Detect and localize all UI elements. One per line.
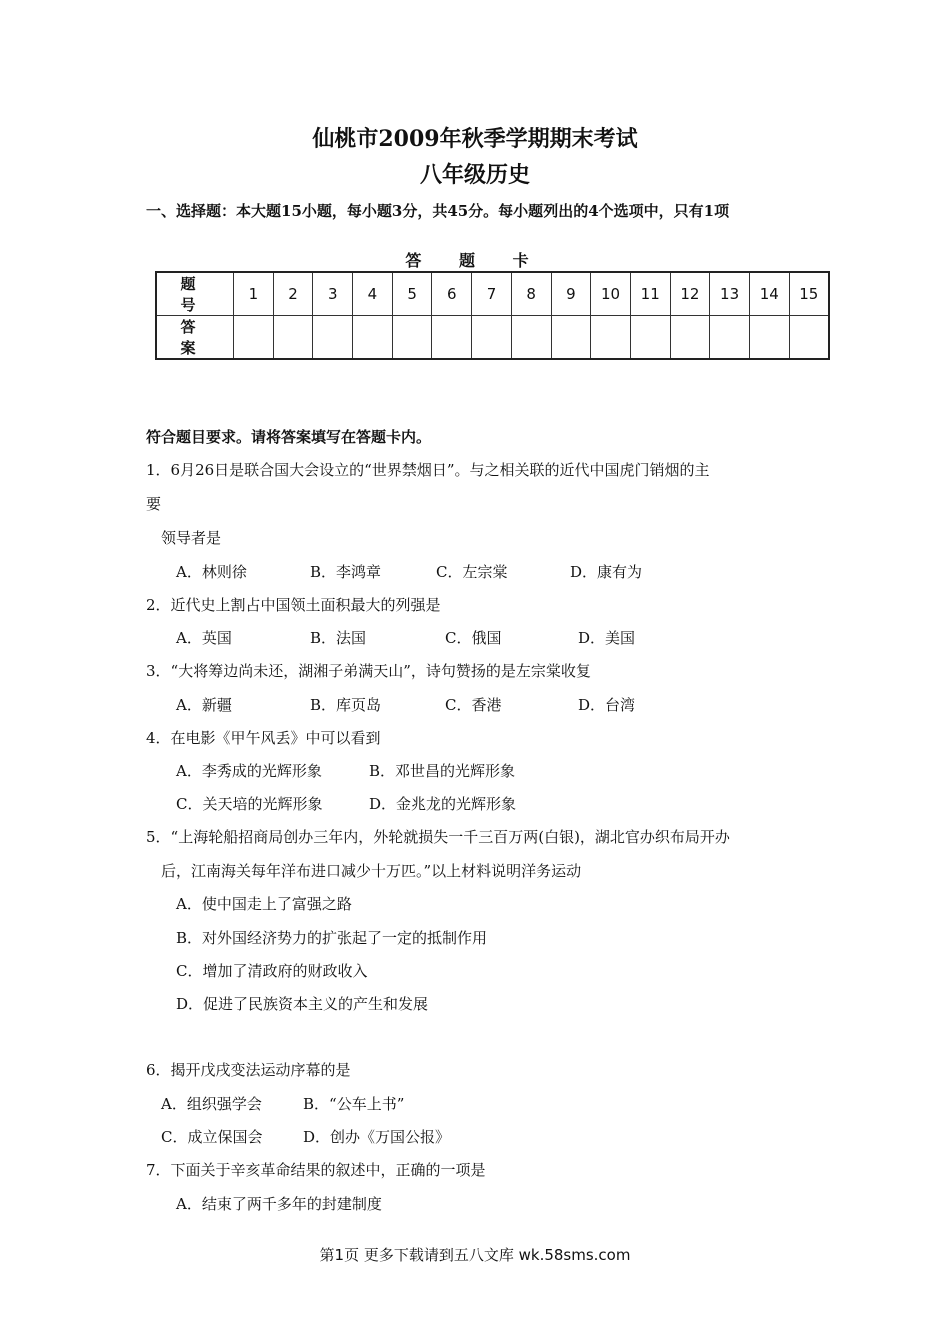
answer-cell[interactable] xyxy=(670,316,710,360)
page-footer: 第1页 更多下载请到五八文库 wk.58sms.com xyxy=(319,1246,631,1264)
question-4-option-d: D．金兆龙的光辉形象 xyxy=(369,795,517,813)
answer-card-answer-label: 答 案 xyxy=(156,316,234,360)
question-number: 1 xyxy=(234,272,274,316)
answer-cell[interactable] xyxy=(630,316,670,360)
question-number: 13 xyxy=(710,272,750,316)
page-subtitle: 八年级历史 xyxy=(419,162,530,188)
question-number: 11 xyxy=(630,272,670,316)
answer-cell[interactable] xyxy=(392,316,432,360)
answer-cell[interactable] xyxy=(710,316,750,360)
question-2-option-b: B．法国 xyxy=(310,629,367,647)
section-intro-continued: 符合题目要求。请将答案填写在答题卡内。 xyxy=(146,428,432,446)
question-number: 14 xyxy=(749,272,789,316)
question-number: 3 xyxy=(313,272,353,316)
answer-cell[interactable] xyxy=(551,316,591,360)
question-1-option-b: B．李鸿章 xyxy=(310,563,382,581)
question-number: 7 xyxy=(472,272,512,316)
section-intro: 一、选择题：本大题15小题，每小题3分，共45分。每小题列出的4个选项中，只有1项 xyxy=(146,202,730,220)
question-5-option-d: D．促进了民族资本主义的产生和发展 xyxy=(176,995,429,1013)
answer-card-title: 答 题 卡 xyxy=(405,251,545,270)
question-1-option-d: D．康有为 xyxy=(570,563,643,581)
question-1-stem-cont: 领导者是 xyxy=(161,529,222,547)
answer-cell[interactable] xyxy=(472,316,512,360)
answer-card-answer-row xyxy=(156,316,829,360)
question-number: 5 xyxy=(392,272,432,316)
question-3-option-d: D．台湾 xyxy=(578,696,636,714)
question-4-option-c: C．关天培的光辉形象 xyxy=(176,795,323,813)
answer-cell[interactable] xyxy=(591,316,631,360)
question-number: 9 xyxy=(551,272,591,316)
question-number: 2 xyxy=(273,272,313,316)
question-7-stem: 7．下面关于辛亥革命结果的叙述中，正确的一项是 xyxy=(146,1161,486,1179)
question-number: 10 xyxy=(591,272,631,316)
question-6-option-d: D．创办《万国公报》 xyxy=(303,1128,451,1146)
question-5-stem-cont: 后，江南海关每年洋布进口减少十万匹。”以上材料说明洋务运动 xyxy=(161,862,582,880)
answer-card-table xyxy=(155,271,830,360)
question-4-option-b: B．邓世昌的光辉形象 xyxy=(369,762,516,780)
question-5-option-b: B．对外国经济势力的扩张起了一定的抵制作用 xyxy=(176,929,488,947)
question-5-option-c: C．增加了清政府的财政收入 xyxy=(176,962,368,980)
question-3-stem: 3．“大将筹边尚未还，湖湘子弟满天山”，诗句赞扬的是左宗棠收复 xyxy=(146,662,591,680)
question-3-option-a: A．新疆 xyxy=(176,696,232,714)
question-4-stem: 4．在电影《甲午风丢》中可以看到 xyxy=(146,729,381,747)
question-6-stem: 6．揭开戊戌变法运动序幕的是 xyxy=(146,1061,351,1079)
question-7-option-a: A．结束了两千多年的封建制度 xyxy=(176,1195,382,1213)
question-3-option-c: C．香港 xyxy=(445,696,502,714)
question-number: 8 xyxy=(511,272,551,316)
answer-cell[interactable] xyxy=(432,316,472,360)
question-number: 4 xyxy=(353,272,393,316)
question-2-stem: 2．近代史上割占中国领土面积最大的列强是 xyxy=(146,596,441,614)
question-number: 12 xyxy=(670,272,710,316)
question-5-stem: 5．“上海轮船招商局创办三年内，外轮就损失一千三百万两(白银)，湖北官办织布局开办 xyxy=(146,828,730,846)
answer-card-number-row xyxy=(156,272,829,316)
question-6-option-a: A．组织强学会 xyxy=(161,1095,262,1113)
question-3-option-b: B．库页岛 xyxy=(310,696,382,714)
question-6-option-b: B．“公车上书” xyxy=(303,1095,405,1113)
answer-cell[interactable] xyxy=(313,316,353,360)
question-1-stem-wrap: 要 xyxy=(146,495,162,513)
question-5-option-a: A．使中国走上了富强之路 xyxy=(176,895,352,913)
question-2-option-d: D．美国 xyxy=(578,629,636,647)
answer-cell[interactable] xyxy=(234,316,274,360)
answer-card-number-label: 题 号 xyxy=(156,272,234,316)
question-2-option-c: C．俄国 xyxy=(445,629,502,647)
question-4-option-a: A．李秀成的光辉形象 xyxy=(176,762,322,780)
question-1-stem: 1．6月26日是联合国大会设立的“世界禁烟日”。与之相关联的近代中国虎门销烟的主 xyxy=(146,461,710,479)
question-1-option-a: A．林则徐 xyxy=(176,563,247,581)
question-2-option-a: A．英国 xyxy=(176,629,232,647)
answer-cell[interactable] xyxy=(789,316,829,360)
question-number: 15 xyxy=(789,272,829,316)
question-6-option-c: C．成立保国会 xyxy=(161,1128,263,1146)
answer-cell[interactable] xyxy=(511,316,551,360)
question-number: 6 xyxy=(432,272,472,316)
answer-cell[interactable] xyxy=(353,316,393,360)
page-title: 仙桃市2009年秋季学期期末考试 xyxy=(312,126,638,152)
answer-cell[interactable] xyxy=(273,316,313,360)
question-1-option-c: C．左宗棠 xyxy=(436,563,508,581)
answer-cell[interactable] xyxy=(749,316,789,360)
